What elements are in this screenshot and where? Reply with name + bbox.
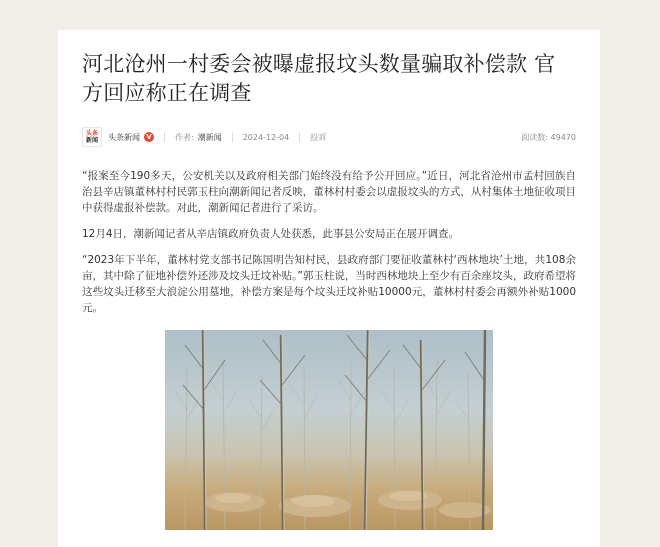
article-body [82, 168, 576, 316]
paragraph: 12月4日，潮新闻记者从辛店镇政府负责人处获悉，此事县公安局正在展开调查。 [82, 228, 460, 240]
logo-text-top: 头条 [85, 130, 98, 137]
paragraph: “报案至今190多天，公安机关以及政府相关部门始终没有给予公开回应。”近日，河北省沧州市孟村回族自治县辛店镇董林村村民郭玉柱向潮新闻记者反映，董林村村委会以虚报坟头的方式，从村集体土地征收项目中获得虚报补偿款。对此，潮新闻记者进行了采访。 [82, 170, 576, 214]
view-count: 阅读数: 49470 [521, 132, 576, 142]
author-label: 作者: [175, 132, 194, 142]
photo-grove-illustration [165, 330, 493, 530]
divider [164, 132, 165, 142]
divider [299, 132, 300, 142]
article-meta [82, 126, 576, 148]
article-title: 河北沧州一村委会被曝虚报坟头数量骗取补偿款 官方回应称正在调查 [82, 52, 556, 105]
article-photo[interactable] [165, 330, 493, 530]
author-name[interactable]: 潮新闻 [197, 132, 222, 142]
verified-badge-icon: V [144, 132, 154, 142]
article-card [58, 30, 600, 547]
paragraph: “2023年下半年，董林村党支部书记陈国明告知村民，县政府部门要征收董林村‘西林地块’土地，共108余亩，其中除了征地补偿外还涉及坟头迁坟补贴。”郭玉柱说，当时西林地块上至少有百余座坟头，政府希望将这些坟头迁移至大浪淀公用墓地，补偿方案是每个坟头迁坟补贴10000元，董林村村委会再额外补贴1000元。 [82, 254, 576, 314]
logo-text-bottom: 新闻 [85, 137, 98, 144]
divider [232, 132, 233, 142]
publish-date: 2024-12-04 [242, 132, 290, 142]
report-link[interactable]: 投诉 [310, 132, 327, 142]
source-name-link[interactable]: 头条新闻 [108, 132, 140, 142]
source-logo-icon[interactable] [82, 127, 102, 147]
